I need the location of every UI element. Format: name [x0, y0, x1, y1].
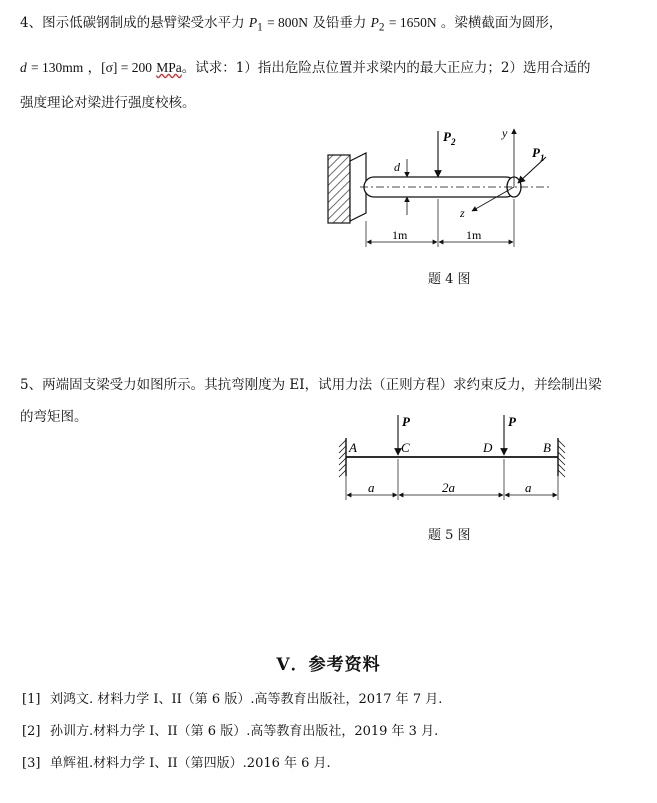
- q4-line1: 4、图示低碳钢制成的悬臂梁受水平力 $P_1 = 800N$ 及铅垂力 $P_2 = 1650N$ 。梁横截面为圆形，: [20, 15, 563, 34]
- label-p-left: P: [402, 414, 410, 429]
- references-heading: V．参考资料: [276, 655, 381, 675]
- dim-1m-left: 1m: [392, 228, 408, 242]
- label-p2: $P_2$: [443, 129, 456, 147]
- reference-item: [2] 孙训方.材料力学 I、II（第 6 版）.高等教育出版社，2019 年 3 月.: [22, 724, 439, 739]
- mpa-unit: MPa: [156, 60, 182, 75]
- label-p1: $P_1$: [532, 145, 545, 163]
- q5-caption: 题 5 图: [428, 528, 471, 543]
- reference-item: [1] 刘鸿文. 材料力学 I、II（第 6 版）.高等教育出版社，2017 年 7 月.: [22, 692, 443, 707]
- label-a: A: [349, 440, 357, 455]
- reference-item: [3] 单辉祖.材料力学 I、II（第四版）.2016 年 6 月.: [22, 756, 331, 771]
- q4-cantilever-figure: [320, 125, 560, 255]
- q5-line1: 5、两端固支梁受力如图所示。其抗弯刚度为 EI，试用力法（正则方程）求约束反力，并绘制出梁: [20, 377, 602, 393]
- label-y: y: [502, 126, 508, 140]
- label-d: d: [394, 160, 400, 174]
- dim-a-left: a: [368, 480, 375, 495]
- dim-2a: 2a: [442, 480, 455, 495]
- q4-line3: 强度理论对梁进行强度校核。: [20, 95, 196, 111]
- label-p-right: P: [508, 414, 516, 429]
- p1-symbol: P: [248, 15, 258, 30]
- dim-a-right: a: [525, 480, 532, 495]
- q4-line2: d = 130mm ，[σ] = 200 MPa。试求：1）指出危险点位置并求梁内的最大正应力；2）选用合适的: [20, 60, 591, 76]
- label-d: D: [483, 440, 493, 455]
- label-z: z: [460, 206, 465, 220]
- label-b: B: [543, 440, 551, 455]
- q5-fixed-beam-figure: [336, 410, 576, 510]
- fixed-wall: [328, 155, 350, 223]
- p2-symbol: P: [370, 15, 379, 30]
- dim-1m-right: 1m: [466, 228, 482, 242]
- label-c: C: [401, 440, 410, 455]
- q5-line2: 的弯矩图。: [20, 409, 88, 425]
- q4-caption: 题 4 图: [428, 272, 471, 287]
